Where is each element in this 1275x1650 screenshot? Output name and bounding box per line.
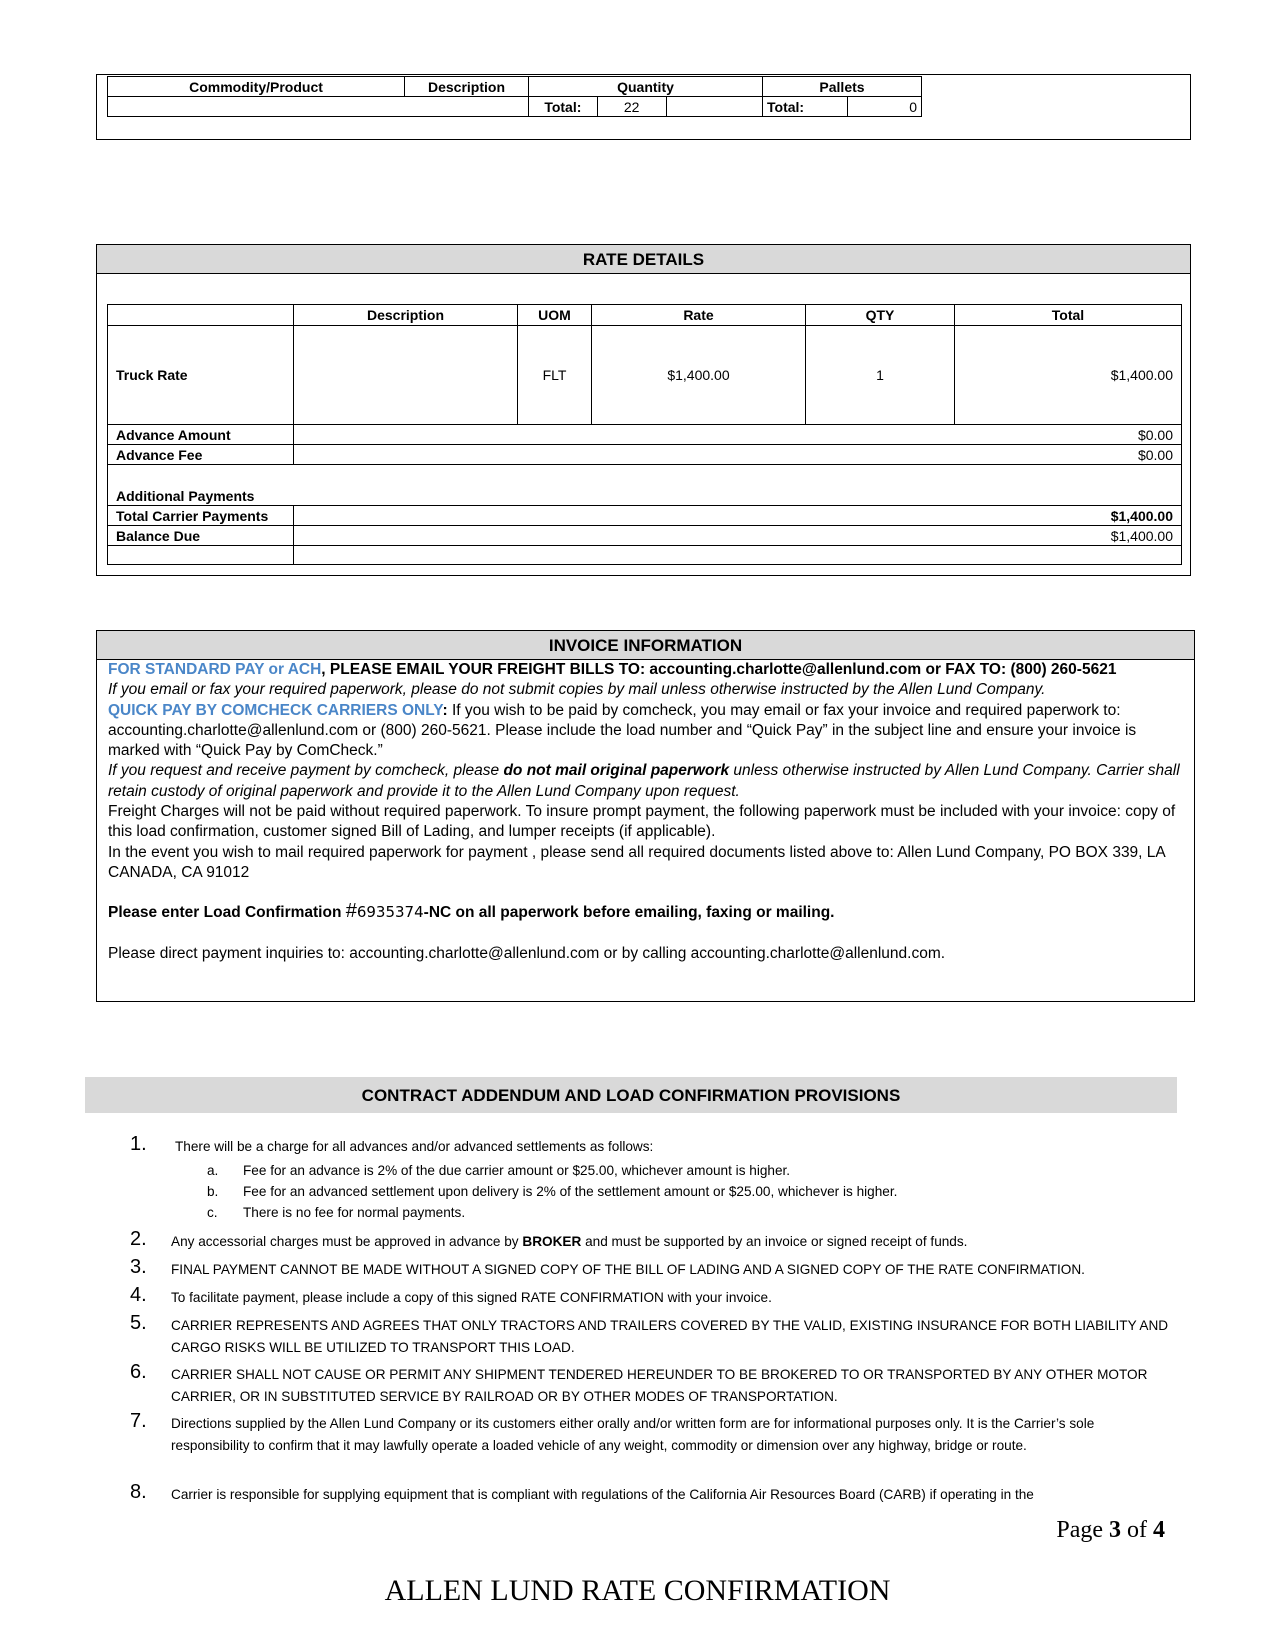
col-pallets: Pallets xyxy=(763,77,922,97)
freight-charges-paragraph: Freight Charges will not be paid without required paperwork. To insure prompt payment, the following paperwork must be included with your invoice: copy of this load confirmation, customer signed Bill of Lading, and lumper receipts (if applicable). xyxy=(108,803,1176,841)
rate-header-row xyxy=(108,305,1182,326)
provision-text: Carrier is responsible for supplying equipment that is compliant with regulations of the California Air Resources Board (CARB) if operating in the xyxy=(171,1487,1034,1502)
sub-text: Fee for an advanced settlement upon delivery is 2% of the settlement amount or $25.00, whichever is higher. xyxy=(243,1184,898,1199)
truck-rate-qty: 1 xyxy=(806,326,955,425)
sub-letter: b. xyxy=(207,1184,219,1199)
truck-rate-rate: $1,400.00 xyxy=(592,326,806,425)
pallets-total-label: Total: xyxy=(763,97,848,117)
sub-text: Fee for an advance is 2% of the due carrier amount or $25.00, whichever amount is higher. xyxy=(243,1163,791,1178)
provision-text: FINAL PAYMENT CANNOT BE MADE WITHOUT A SIGNED COPY OF THE BILL OF LADING AND A SIGNED COPY OF THE RATE CONFIRMATION. xyxy=(171,1262,1085,1277)
rate-details-title: RATE DETAILS xyxy=(97,245,1190,274)
provision-number: 5. xyxy=(130,1312,147,1334)
provision-number: 7. xyxy=(130,1410,147,1432)
mail-paperwork-paragraph: In the event you wish to mail required paperwork for payment , please send all required documents listed above to: Allen Lund Company, PO BOX 339, LA CANADA, CA 91012 xyxy=(108,843,1165,881)
rate-blank-cell-left xyxy=(108,546,294,565)
truck-rate-total: $1,400.00 xyxy=(955,326,1182,425)
comcheck-note-bold: do not mail original paperwork xyxy=(503,762,730,780)
load-confirmation-paragraph xyxy=(108,901,1182,923)
balance-due-value: $1,400.00 xyxy=(294,526,1182,546)
col-description: Description xyxy=(405,77,529,97)
provision-text: There will be a charge for all advances and/or advanced settlements as follows: xyxy=(175,1139,654,1154)
advance-amount-row xyxy=(108,425,1182,445)
provision-number: 6. xyxy=(130,1361,147,1383)
truck-rate-description xyxy=(294,326,518,425)
rate-col-total: Total xyxy=(955,305,1182,326)
rate-details-table xyxy=(107,304,1182,565)
provision-text: CARRIER SHALL NOT CAUSE OR PERMIT ANY SHIPMENT TENDERED HEREUNDER TO BE BROKERED TO OR TRANSPORTED BY ANY OTHER MOTOR CARRIER, OR IN SUBSTITUTED SERVICE BY RAILROAD OR BY OTHER MODES OF TRANSPORTATION. xyxy=(171,1367,1148,1404)
balance-due-label: Balance Due xyxy=(108,526,294,546)
invoice-information-title: INVOICE INFORMATION xyxy=(97,631,1194,660)
provision-2-text-1: Any accessorial charges must be approved in advance by xyxy=(171,1234,523,1249)
provision-number: 3. xyxy=(130,1256,147,1278)
quantity-blank-cell xyxy=(666,97,763,117)
footer-title: ALLEN LUND RATE CONFIRMATION xyxy=(384,1574,891,1607)
total-carrier-payments-value: $1,400.00 xyxy=(294,506,1182,526)
page-number xyxy=(1056,1517,1165,1544)
load-confirmation-text-2: -NC on all paperwork before emailing, faxing or mailing. xyxy=(423,904,835,922)
rate-blank-row xyxy=(108,546,1182,565)
commodity-section xyxy=(96,74,1191,140)
pallets-total-value: 0 xyxy=(847,97,921,117)
invoice-information-section xyxy=(96,630,1195,1002)
advance-amount-label: Advance Amount xyxy=(108,425,294,445)
payment-inquiries-paragraph: Please direct payment inquiries to: accounting.charlotte@allenlund.com or by calling accounting.charlotte@allenlund.com. xyxy=(108,944,946,962)
advance-fee-row xyxy=(108,445,1182,465)
page-label: Page xyxy=(1056,1517,1109,1543)
invoice-spacer-2 xyxy=(108,924,1182,944)
quick-pay-heading: QUICK PAY BY COMCHECK CARRIERS ONLY xyxy=(108,701,443,719)
provision-text: CARRIER REPRESENTS AND AGREES THAT ONLY TRACTORS AND TRAILERS COVERED BY THE VALID, EXISTING INSURANCE FOR BOTH LIABILITY AND CARGO RISKS WILL BE UTILIZED TO TRANSPORT THIS LOAD. xyxy=(171,1318,1169,1355)
commodity-total-row xyxy=(108,97,922,117)
advance-fee-value xyxy=(294,445,1182,465)
col-commodity-product: Commodity/Product xyxy=(108,77,405,97)
provision-text: Directions supplied by the Allen Lund Company or its customers either orally and/or written form are for informational purposes only. It is the Carrier’s sole responsibility to confirm that it may lawfully operate a loaded vehicle of any weight, commodity or dimension over any highway, bridge or route. xyxy=(171,1416,1095,1453)
rate-col-rate: Rate xyxy=(592,305,806,326)
commodity-table xyxy=(107,76,922,117)
page-current: 3 xyxy=(1109,1517,1121,1543)
total-carrier-payments-row xyxy=(108,506,1182,526)
advance-amount-value: $0.00 xyxy=(294,425,1182,445)
quantity-total-label: Total: xyxy=(529,97,598,117)
col-quantity: Quantity xyxy=(529,77,763,97)
invoice-body xyxy=(97,660,1194,964)
contract-addendum-title: CONTRACT ADDENDUM AND LOAD CONFIRMATION PROVISIONS xyxy=(85,1077,1177,1113)
truck-rate-uom: FLT xyxy=(518,326,592,425)
additional-payments-row xyxy=(108,465,1182,506)
sub-letter: c. xyxy=(207,1205,218,1220)
provision-text xyxy=(171,1231,1171,1253)
rate-details-section xyxy=(96,244,1191,576)
truck-rate-label: Truck Rate xyxy=(108,326,294,425)
page-total: 4 xyxy=(1153,1517,1165,1543)
provision-number: 1. xyxy=(130,1133,147,1155)
additional-payments-label: Additional Payments xyxy=(108,465,1182,506)
load-confirmation-hash: # xyxy=(345,900,357,923)
standard-pay-paragraph xyxy=(108,660,1182,680)
comcheck-note xyxy=(108,761,1182,802)
invoice-spacer-1 xyxy=(108,883,1182,901)
balance-due-row xyxy=(108,526,1182,546)
provision-2-text-2: and must be supported by an invoice or signed receipt of funds. xyxy=(581,1234,968,1249)
standard-pay-heading: FOR STANDARD PAY or ACH xyxy=(108,661,322,678)
load-confirmation-number: 6935374 xyxy=(356,903,424,922)
advance-fee-label: Advance Fee xyxy=(108,445,294,465)
comcheck-note-part1: If you request and receive payment by comcheck, please xyxy=(108,762,504,780)
sub-text: There is no fee for normal payments. xyxy=(243,1205,466,1220)
provision-number: 8. xyxy=(130,1481,147,1503)
quick-pay-colon: : xyxy=(442,701,448,719)
comcheck-note-part2: unless otherwise instructed by Allen Lund Company. Carrier shall retain custody of original paperwork and provide it to the Allen Lund Company upon request. xyxy=(108,762,1180,800)
rate-col-uom: UOM xyxy=(518,305,592,326)
email-fax-note: If you email or fax your required paperwork, please do not submit copies by mail unless otherwise instructed by the Allen Lund Company. xyxy=(108,681,1046,699)
provision-2-broker: BROKER xyxy=(522,1234,582,1249)
provision-text: To facilitate payment, please include a copy of this signed RATE CONFIRMATION with your invoice. xyxy=(171,1290,772,1305)
provision-number: 4. xyxy=(130,1284,147,1306)
quick-pay-paragraph xyxy=(108,701,1182,762)
commodity-empty-cell xyxy=(108,97,529,117)
provision-number: 2. xyxy=(130,1228,147,1250)
rate-blank-cell-right xyxy=(294,546,1182,565)
commodity-header-row xyxy=(108,77,922,97)
total-carrier-payments-label: Total Carrier Payments xyxy=(108,506,294,526)
page-of: of xyxy=(1121,1517,1153,1543)
rate-col-qty: QTY xyxy=(806,305,955,326)
rate-col-blank xyxy=(108,305,294,326)
advance-fee-amount: $0.00 xyxy=(1137,446,1173,463)
quantity-total-value: 22 xyxy=(597,97,666,117)
rate-col-description: Description xyxy=(294,305,518,326)
standard-pay-text: , PLEASE EMAIL YOUR FREIGHT BILLS TO: accounting.charlotte@allenlund.com or FAX TO: (800) 260-5621 xyxy=(321,661,1117,678)
truck-rate-row xyxy=(108,326,1182,425)
sub-letter: a. xyxy=(207,1163,219,1178)
quick-pay-text: If you wish to be paid by comcheck, you may email or fax your invoice and required paperwork to: accounting.charlotte@allenlund.com or (800) 260-5621. Please include the load number and “Quick Pay” in the subject line and ensure your invoice is marked with “Quick Pay by ComCheck.” xyxy=(108,701,1137,760)
load-confirmation-text-1: Please enter Load Confirmation xyxy=(108,904,346,922)
